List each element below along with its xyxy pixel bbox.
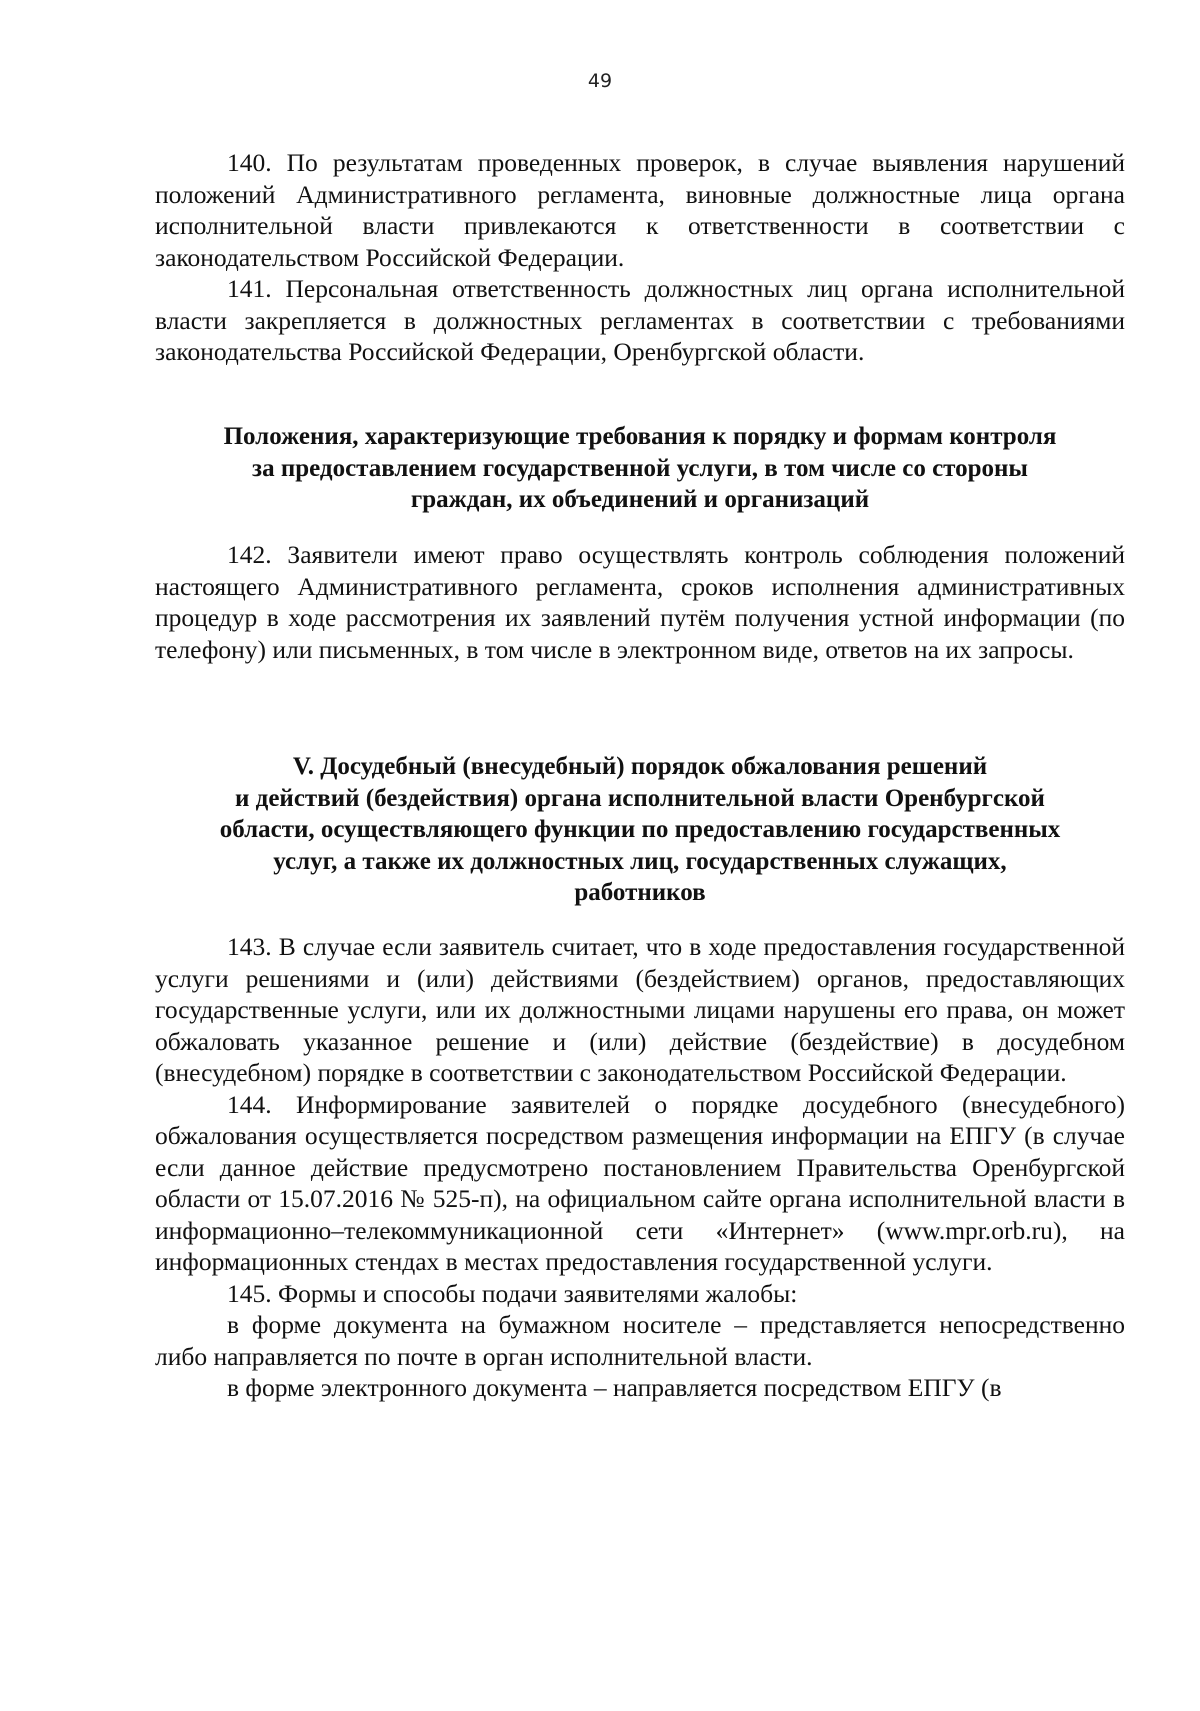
heading-line: области, осуществляющего функции по предоставлению государственных xyxy=(219,816,1061,843)
section-citizen-control xyxy=(155,539,1125,665)
heading-line: и действий (бездействия) органа исполнительной власти Оренбургской xyxy=(235,784,1045,812)
paragraph-145: 145. Формы и способы подачи заявителями жалобы: xyxy=(227,1278,798,1308)
section-control-responsibility xyxy=(155,147,1125,368)
heading-control-requirements xyxy=(150,421,1130,516)
paragraph-145-paper: в форме документа на бумажном носителе – представляется непосредственно либо направляется по почте в орган исполнительной власти. xyxy=(155,1310,1125,1371)
paragraph-141: 141. Персональная ответственность должностных лиц органа исполнительной власти закрепляется в должностных регламентах в соответствии с требованиями законодательства Российской Федерации, Оренбургской области. xyxy=(155,274,1125,366)
heading-line: за предоставлением государственной услуги, в том числе со стороны xyxy=(252,454,1028,482)
heading-line: V. Досудебный (внесудебный) порядок обжалования решений xyxy=(292,753,988,780)
heading-section-v xyxy=(150,751,1130,909)
paragraph-144: 144. Информирование заявителей о порядке досудебного (внесудебного) обжалования осуществляется посредством размещения информации на ЕПГУ (в случае если данное действие предусмотрено постановлением Правительства Оренбургской области от 15.07.2016 № 525-п), на официальном сайте органа исполнительной власти в информационно–телекоммуникационной сети «Интернет» (www.mpr.orb.ru), на информационных стендах в местах предоставления государственной услуги. xyxy=(155,1089,1125,1276)
section-appeal xyxy=(155,931,1125,1404)
paragraph-143: 143. В случае если заявитель считает, что в ходе предоставления государственной услуги решениями и (или) действиями (бездействием) органов, предоставляющих государственные услуги, или их должностными лицами нарушены его права, он может обжаловать указанное решение и (или) действие (бездействие) в досудебном (внесудебном) порядке в соответствии с законодательством Российской Федерации. xyxy=(155,932,1125,1087)
heading-line: услуг, а также их должностных лиц, государственных служащих, xyxy=(273,847,1007,875)
heading-line: граждан, их объединений и организаций xyxy=(410,486,870,513)
page-number: 49 xyxy=(587,70,613,92)
heading-line: Положения, характеризующие требования к порядку и формам контроля xyxy=(223,423,1057,450)
paragraph-142: 142. Заявители имеют право осуществлять контроль соблюдения положений настоящего Административного регламента, сроков исполнения административных процедур в ходе рассмотрения их заявлений путём получения устной информации (по телефону) или письменных, в том числе в электронном виде, ответов на их запросы. xyxy=(155,540,1125,664)
heading-line: работников xyxy=(574,879,706,906)
paragraph-140: 140. По результатам проведенных проверок, в случае выявления нарушений положений Административного регламента, виновные должностные лица органа исполнительной власти привлекаются к ответственности в соответствии с законодательством Российской Федерации. xyxy=(155,148,1125,272)
paragraph-145-electronic: в форме электронного документа – направляется посредством ЕПГУ (в xyxy=(227,1373,1002,1402)
